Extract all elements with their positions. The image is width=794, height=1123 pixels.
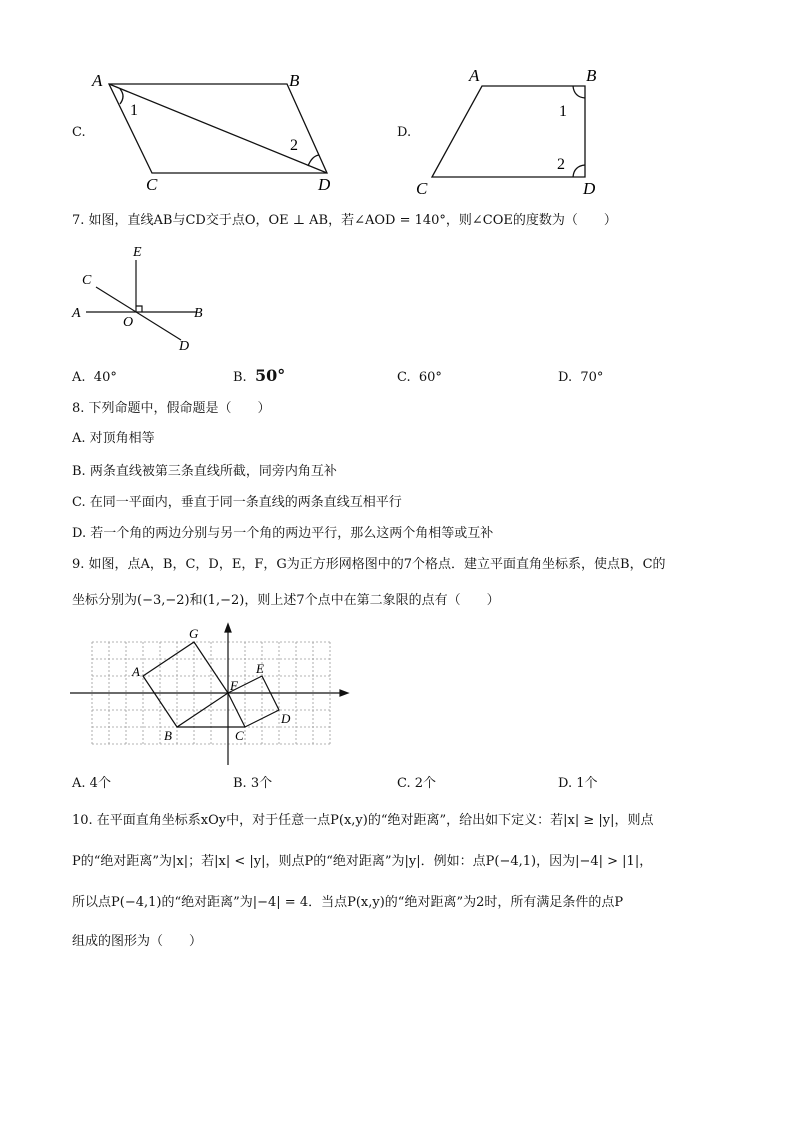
y-axis-arrow [225, 624, 231, 632]
q9-point-c: C [235, 728, 244, 743]
q7-point-d: D [179, 339, 190, 354]
angle-1-arc [573, 86, 585, 98]
square-abfg [143, 642, 228, 727]
q7-point-a: A [72, 306, 81, 321]
q9-option-a: A. 4个 [72, 776, 111, 791]
q9-option-b: B. 3个 [233, 776, 273, 791]
q7-option-c: C. 60° [397, 370, 442, 385]
q9-point-d: D [281, 711, 291, 726]
q9-point-a: A [132, 664, 140, 679]
q7-option-a: A. 40° [72, 370, 117, 385]
x-axis-arrow [340, 690, 348, 696]
q6c-point-d: D [318, 175, 331, 194]
q6d-point-a: A [469, 66, 480, 85]
q6-option-c-label: C. [72, 125, 86, 140]
q9-point-f: F [230, 678, 238, 693]
q8-text: 8. 下列命题中，假命题是（ ） [72, 401, 271, 416]
line-cd [96, 287, 181, 340]
q6c-point-c: C [146, 175, 158, 194]
q9-text-line2: 坐标分别为(−3,−2)和(1,−2)，则上述7个点中在第二象限的点有（ ） [72, 593, 500, 608]
q6c-point-b: B [289, 71, 300, 90]
q8-option-c: C. 在同一平面内，垂直于同一条直线的两条直线互相平行 [72, 495, 402, 510]
q7-point-o: O [123, 315, 134, 330]
q6d-point-c: C [416, 179, 428, 198]
q9-option-c: C. 2个 [397, 776, 437, 791]
q9-point-g: G [189, 626, 199, 641]
q6-option-c-figure [80, 66, 340, 196]
q10-text-line3: 所以点P(−4,1)的“绝对距离”为|−4| = 4．当点P(x,y)的“绝对距离”为2时，所有满足条件的点P [72, 895, 624, 910]
diagonal-ad [109, 84, 327, 173]
q9-point-e: E [256, 661, 264, 676]
q9-option-d: D. 1个 [558, 776, 598, 791]
q6c-angle-1: 1 [130, 102, 138, 119]
q8-option-b: B. 两条直线被第三条直线所截，同旁内角互补 [72, 464, 337, 479]
q7-option-b: B. 50° [233, 366, 286, 385]
q10-text-line4: 组成的图形为（ ） [72, 934, 203, 949]
q10-text-line2: P的“绝对距离”为|x|；若|x| < |y|，则点P的“绝对距离”为|y|．例如：点P(−4,1)，因为|−4| > |1|， [72, 854, 653, 869]
q7-text: 7. 如图，直线AB与CD交于点O，OE ⊥ AB，若∠AOD = 140°，则∠COE的度数为（ ） [72, 213, 617, 228]
q6-option-d-label: D. [397, 125, 412, 140]
q7-figure [66, 242, 206, 362]
q7-point-e: E [133, 245, 142, 260]
angle-2-arc [573, 165, 585, 177]
q6d-angle-1: 1 [559, 103, 567, 120]
q6c-point-a: A [92, 71, 103, 90]
q7-point-c: C [82, 273, 92, 288]
q7-point-b: B [194, 306, 203, 321]
q6-option-d-figure [412, 64, 632, 198]
q9-grid-figure [70, 622, 360, 767]
q8-option-d: D. 若一个角的两边分别与另一个角的两边平行，那么这两个角相等或互补 [72, 526, 494, 541]
q6d-point-d: D [583, 179, 596, 198]
q9-text-line1: 9. 如图，点A，B，C，D，E，F，G为正方形网格图中的7个格点．建立平面直角坐标系，使点B，C的 [72, 557, 666, 572]
q7-option-d: D. 70° [558, 370, 604, 385]
angle-1-arc [120, 89, 123, 104]
q6d-point-b: B [586, 66, 597, 85]
q10-text-line1: 10. 在平面直角坐标系xOy中，对于任意一点P(x,y)的“绝对距离”，给出如下定义：若|x| ≥ |y|，则点 [72, 813, 654, 828]
angle-2-arc [308, 155, 319, 166]
q8-option-a: A. 对顶角相等 [72, 431, 155, 446]
q6c-angle-2: 2 [290, 137, 298, 154]
q9-point-b: B [164, 728, 172, 743]
q6d-angle-2: 2 [557, 156, 565, 173]
right-angle-mark [136, 306, 142, 312]
